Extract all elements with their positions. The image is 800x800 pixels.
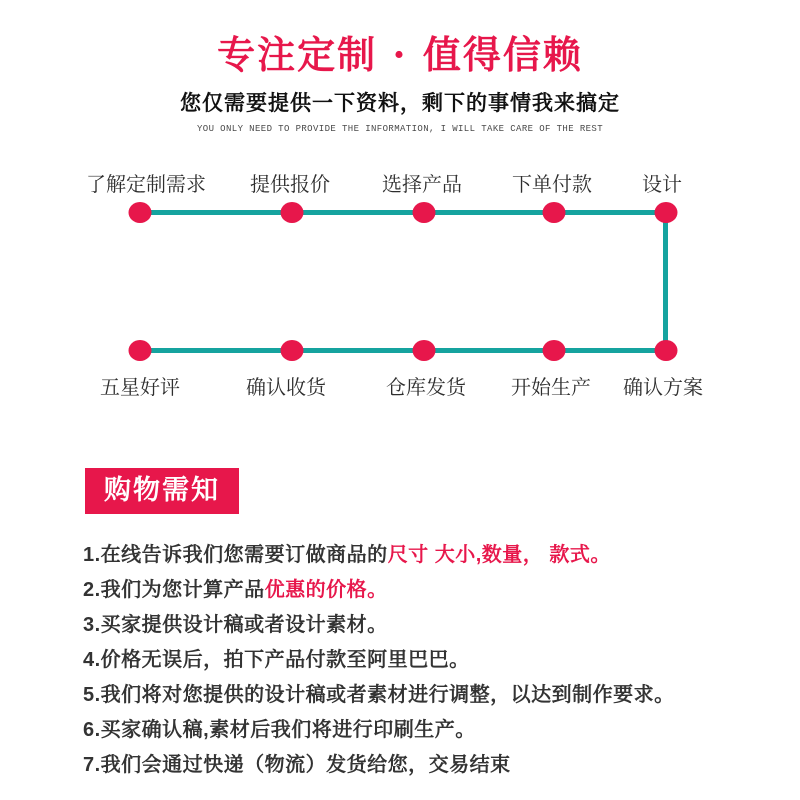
notice-item-text: 7.我们会通过快递（物流）发货给您，交易结束 — [83, 754, 511, 776]
notice-list — [83, 545, 743, 790]
flow-node-dot — [281, 202, 304, 223]
notice-item-7 — [83, 755, 743, 775]
notice-item-text: 2.我们为您计算产品 — [83, 579, 265, 601]
flow-connector-line-top — [140, 210, 666, 215]
notice-item-6 — [83, 720, 743, 740]
flow-node-dot — [543, 340, 566, 361]
notice-item-1 — [83, 545, 743, 565]
flow-step-label-bottom-1: 五星好评 — [100, 377, 180, 399]
flow-node-dot — [655, 202, 678, 223]
process-flow-diagram — [0, 160, 800, 410]
flow-node-dot — [655, 340, 678, 361]
flow-step-label-top-4: 下单付款 — [512, 174, 592, 196]
flow-node-dot — [281, 340, 304, 361]
notice-item-4 — [83, 650, 743, 670]
flow-node-dot — [129, 202, 152, 223]
notice-item-text: 4.价格无误后，拍下产品付款至阿里巴巴。 — [83, 649, 470, 671]
flow-node-dot — [129, 340, 152, 361]
notice-item-highlight: 优惠的价格。 — [264, 579, 388, 601]
flow-connector-line-vertical — [663, 212, 668, 351]
flow-step-label-top-5: 设计 — [642, 174, 682, 196]
notice-item-2 — [83, 580, 743, 600]
flow-node-dot — [413, 340, 436, 361]
flow-step-label-bottom-3: 仓库发货 — [386, 377, 466, 399]
flow-step-label-top-3: 选择产品 — [382, 174, 462, 196]
notice-item-text: 1.在线告诉我们您需要订做商品的 — [83, 544, 388, 566]
notice-item-5 — [83, 685, 743, 705]
flow-node-dot — [413, 202, 436, 223]
notice-item-text: 6.买家确认稿,素材后我们将进行印刷生产。 — [83, 719, 476, 741]
flow-step-label-top-1: 了解定制需求 — [86, 174, 206, 196]
notice-heading: 购物需知 — [85, 468, 239, 514]
notice-item-text: 3.买家提供设计稿或者设计素材。 — [83, 614, 388, 636]
flow-node-dot — [543, 202, 566, 223]
flow-step-label-top-2: 提供报价 — [250, 174, 330, 196]
flow-connector-line-bottom — [140, 348, 666, 353]
notice-item-text: 5.我们将对您提供的设计稿或者素材进行调整，以达到制作要求。 — [83, 684, 675, 706]
subtitle: 您仅需要提供一下资料，剩下的事情我来搞定 — [180, 92, 620, 115]
flow-step-label-bottom-4: 开始生产 — [511, 377, 591, 399]
subtitle-english: YOU ONLY NEED TO PROVIDE THE INFORMATION, I WILL TAKE CARE OF THE REST — [196, 124, 604, 134]
flow-step-label-bottom-5: 确认方案 — [623, 377, 703, 399]
notice-item-highlight: 尺寸 大小,数量， 款式。 — [387, 544, 611, 566]
notice-item-3 — [83, 615, 743, 635]
flow-step-label-bottom-2: 确认收货 — [246, 377, 326, 399]
header — [0, 0, 800, 134]
page-title: 专注定制 · 值得信赖 — [217, 32, 583, 77]
